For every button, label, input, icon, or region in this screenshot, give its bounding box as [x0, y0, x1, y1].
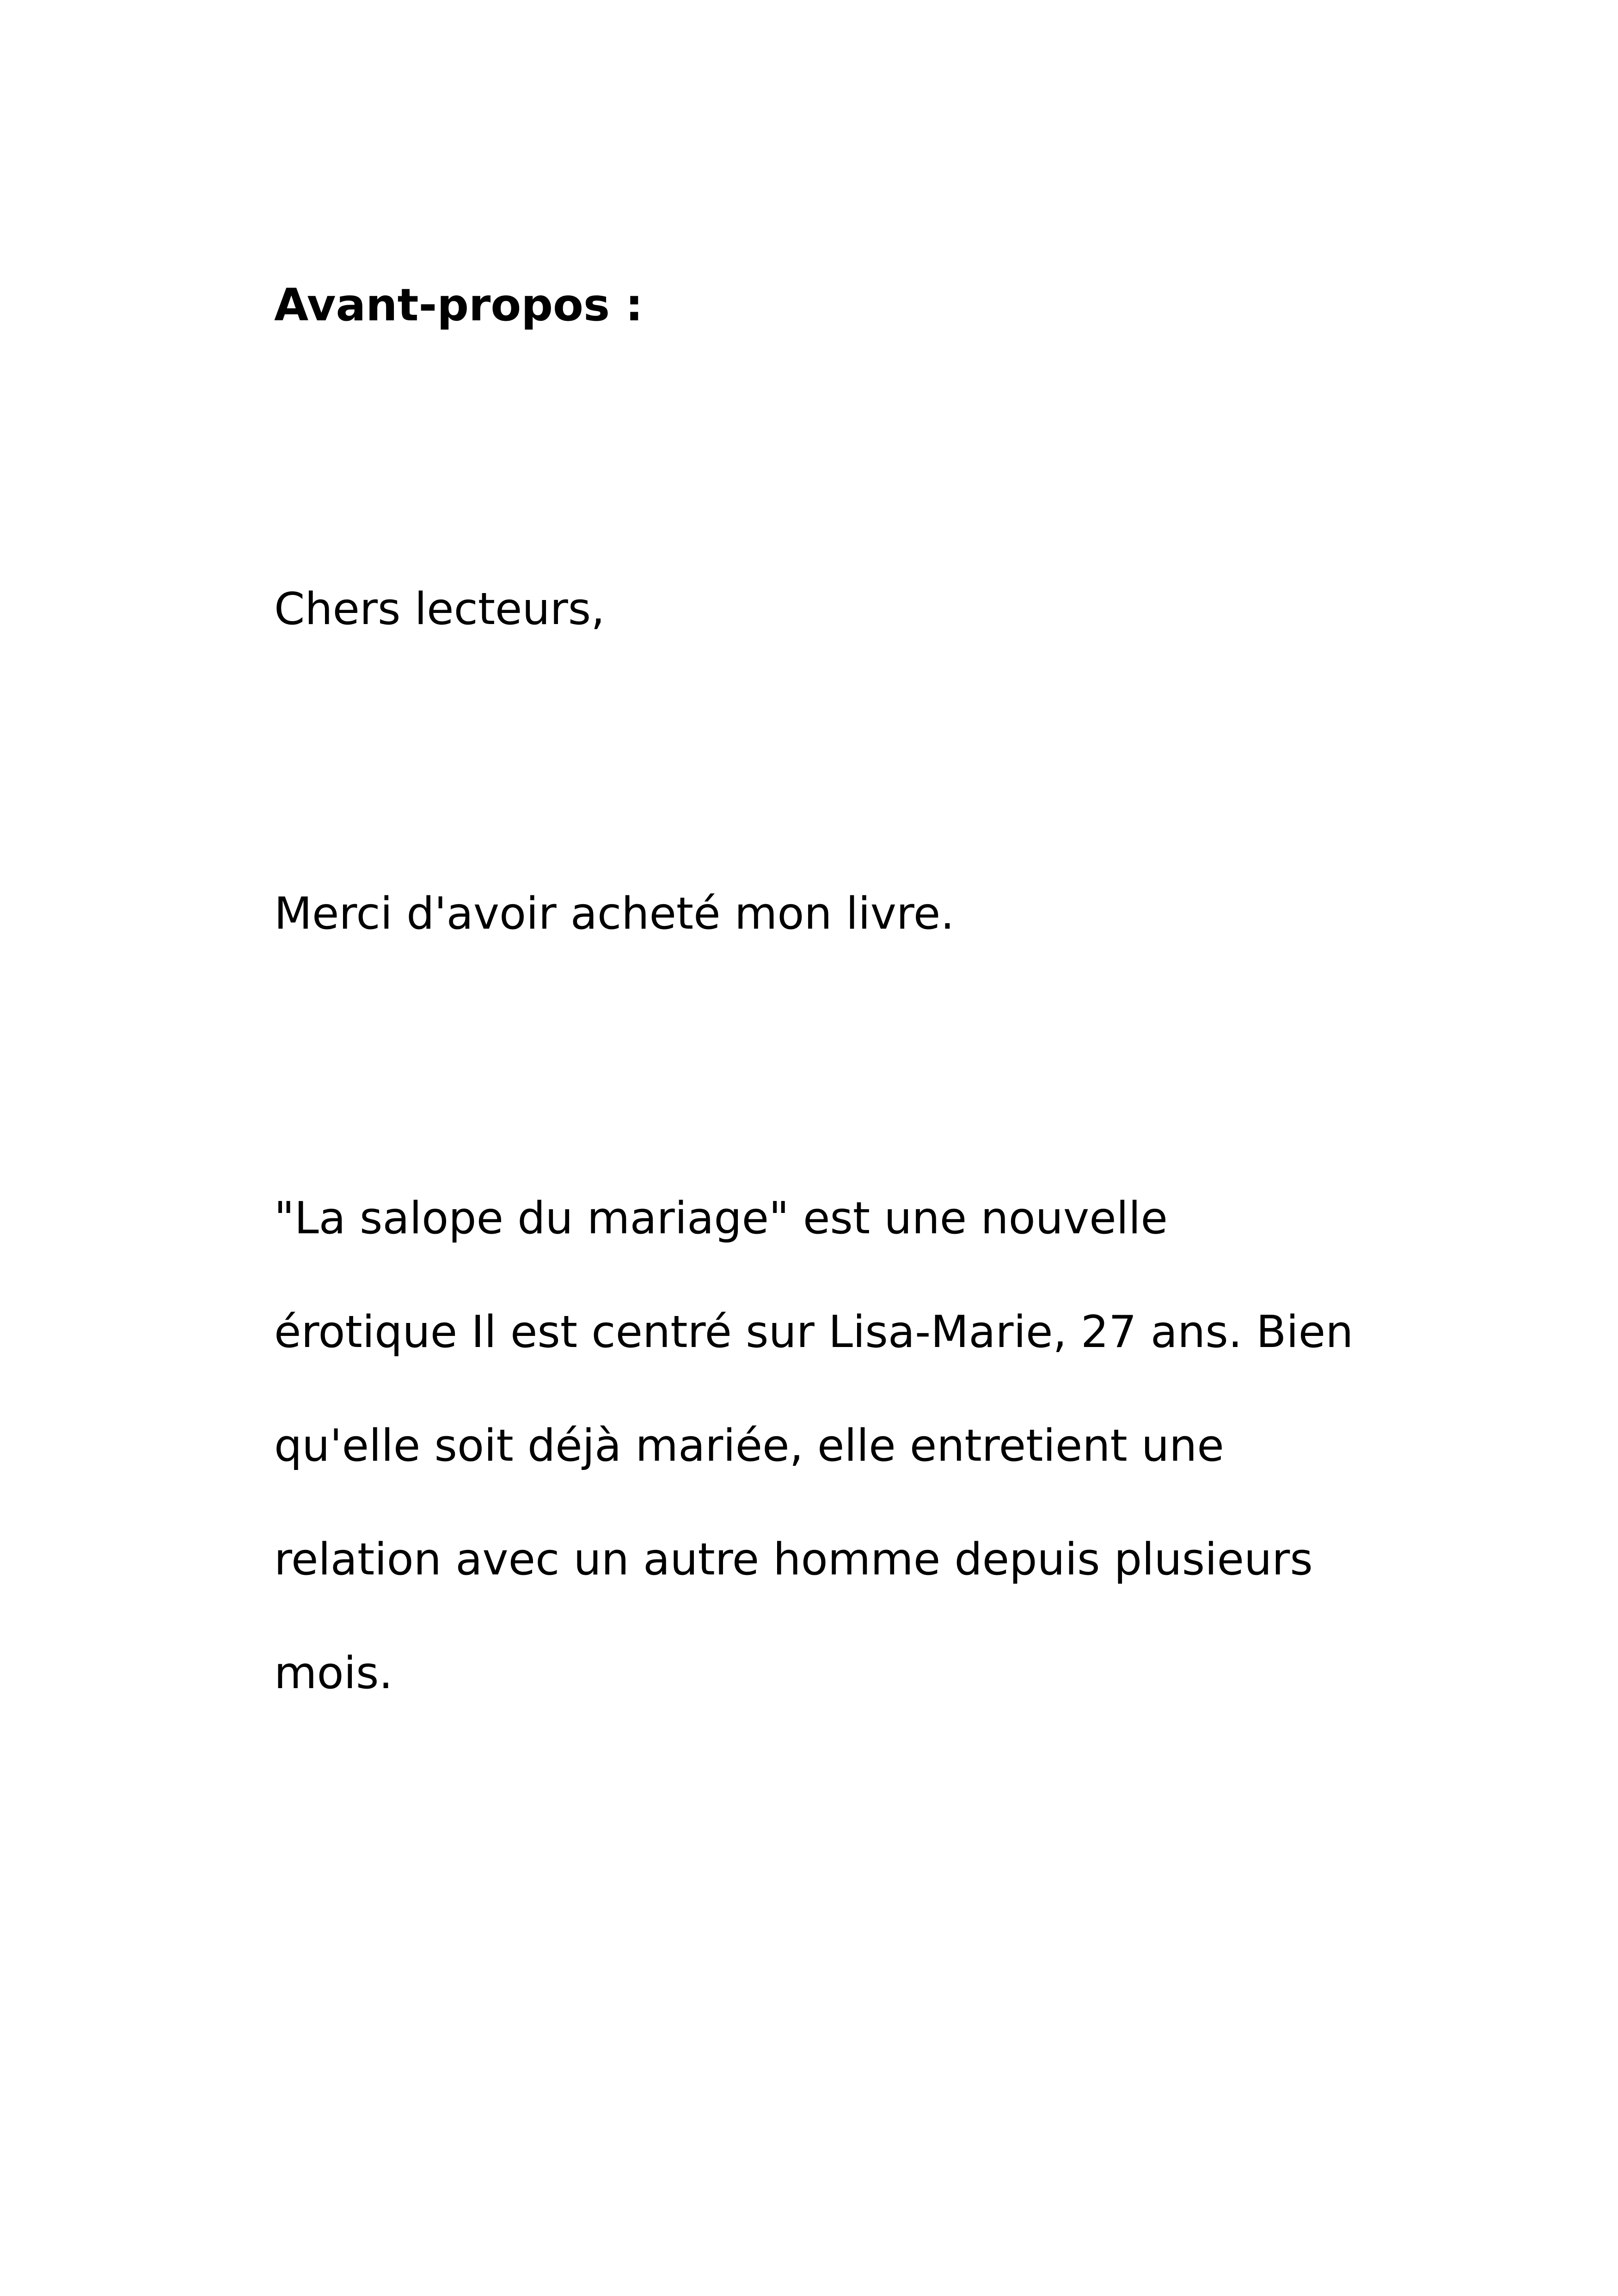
- paragraph-line: "La salope du mariage" est une nouvelle: [274, 1193, 1168, 1244]
- paragraph-line: mois.: [274, 1648, 393, 1699]
- thanks-line: Merci d'avoir acheté mon livre.: [274, 888, 955, 939]
- greeting-line: Chers lecteurs,: [274, 584, 605, 635]
- foreword-heading: Avant-propos :: [274, 279, 643, 331]
- paragraph-line: érotique Il est centré sur Lisa-Marie, 27 ans. Bien: [274, 1307, 1354, 1358]
- paragraph-line: relation avec un autre homme depuis plusieurs: [274, 1534, 1313, 1585]
- paragraph-line: qu'elle soit déjà mariée, elle entretient une: [274, 1420, 1224, 1471]
